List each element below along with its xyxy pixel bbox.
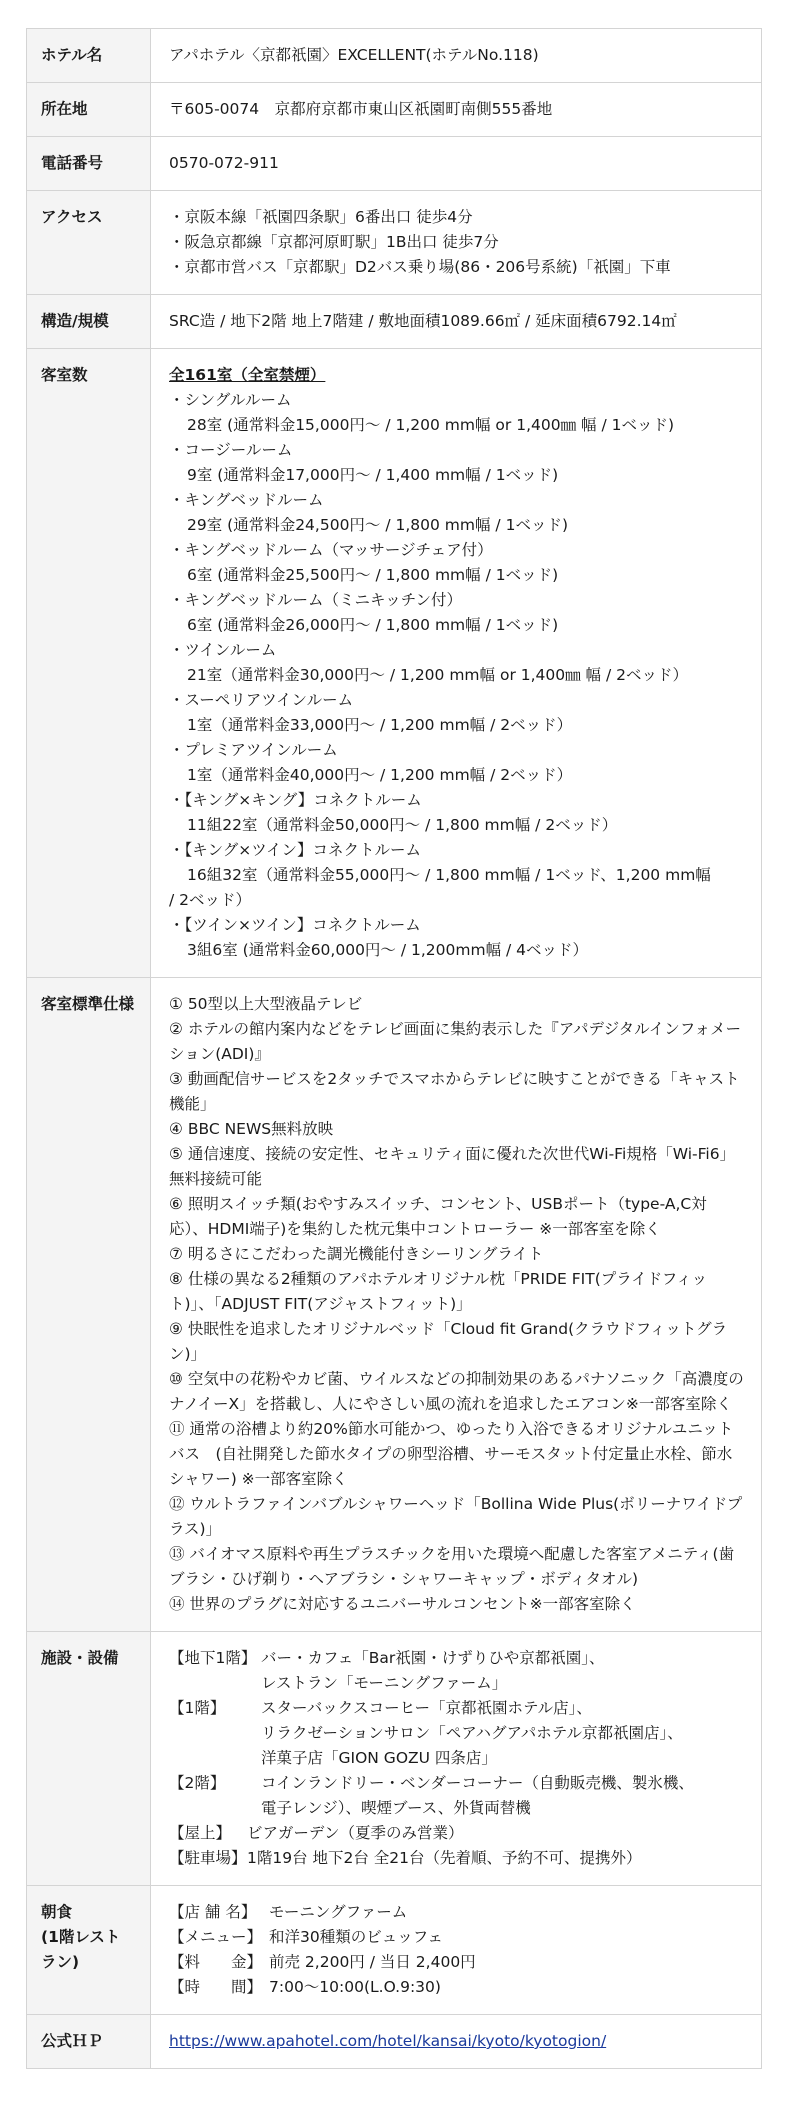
room-detail: 29室 (通常料金24,500円～ / 1,800 mm幅 / 1ベッド) xyxy=(187,516,568,534)
breakfast-entry xyxy=(169,1900,745,1925)
spec-item: ⑧ 仕様の異なる2種類のアパホテルオリジナル枕「PRIDE FIT(プライドフィット)」、「ADJUST FIT(アジャストフィット)」 xyxy=(169,1270,708,1313)
breakfast-entry xyxy=(169,1975,745,2000)
room-detail: 6室 (通常料金25,500円～ / 1,800 mm幅 / 1ベッド) xyxy=(187,566,559,584)
row-room-specs xyxy=(27,978,762,1632)
label-access: アクセス xyxy=(27,191,151,295)
facility-desc xyxy=(247,1846,745,1871)
room-type: ・プレミアツインルーム xyxy=(169,741,338,759)
value-phone: 0570-072-911 xyxy=(151,137,762,191)
label-hotel-name: ホテル名 xyxy=(27,29,151,83)
facility-entry xyxy=(169,1771,745,1821)
spec-item: ⑬ バイオマス原料や再生プラスチックを用いた環境へ配慮した客室アメニティ(歯ブラシ・ひげ剃り・ヘアブラシ・シャワーキャップ・ボディタオル) xyxy=(169,1545,735,1588)
value-facilities xyxy=(151,1632,762,1886)
spec-item: ⑤ 通信速度、接続の安定性、セキュリティ面に優れた次世代Wi-Fi規格「Wi-Fi6」無料接続可能 xyxy=(169,1145,736,1188)
breakfast-value: 7:00～10:00(L.O.9:30) xyxy=(269,1978,441,1996)
hotel-info-table xyxy=(26,28,762,2069)
value-room-specs xyxy=(151,978,762,1632)
room-detail-cont: / 2ベッド） xyxy=(169,891,252,909)
breakfast-value: 和洋30種類のビュッフェ xyxy=(269,1928,443,1946)
label-address: 所在地 xyxy=(27,83,151,137)
room-type: ・スーペリアツインルーム xyxy=(169,691,354,709)
facility-line: レストラン「モーニングファーム」 xyxy=(261,1674,508,1692)
room-type: ・【キング×ツイン】コネクトルーム xyxy=(169,841,421,859)
spec-item: ⑭ 世界のプラグに対応するユニバーサルコンセント※一部客室除く xyxy=(169,1595,636,1613)
facility-desc xyxy=(261,1646,745,1696)
room-detail: 28室 (通常料金15,000円～ / 1,200 mm幅 or 1,400㎜ 幅 / 1ベッド) xyxy=(187,416,675,434)
breakfast-key: 【料 金】 xyxy=(169,1953,263,1971)
spec-item: ⑨ 快眠性を追求したオリジナルベッド「Cloud fit Grand(クラウドフィットグラン)」 xyxy=(169,1320,728,1363)
room-detail: 9室 (通常料金17,000円～ / 1,400 mm幅 / 1ベッド) xyxy=(187,466,559,484)
breakfast-label-line: (1階レスト xyxy=(41,1928,121,1946)
room-type: ・キングベッドルーム（ミニキッチン付） xyxy=(169,591,462,609)
room-type: ・キングベッドルーム（マッサージチェア付） xyxy=(169,541,493,559)
room-detail: 3組6室 (通常料金60,000円～ / 1,200mm幅 / 4ベッド） xyxy=(187,941,589,959)
facility-line: リラクゼーションサロン「ペアハグアパホテル京都祇園店」、 xyxy=(261,1724,683,1742)
row-phone xyxy=(27,137,762,191)
label-rooms: 客室数 xyxy=(27,349,151,978)
access-line: ・京都市営バス「京都駅」D2バス乗り場(86・206号系統)「祇園」下車 xyxy=(169,258,671,276)
facility-line: スターバックスコーヒー「京都祇園ホテル店」、 xyxy=(261,1699,592,1717)
value-website xyxy=(151,2015,762,2069)
spec-item: ① 50型以上大型液晶テレビ xyxy=(169,995,363,1013)
spec-item: ⑫ ウルトラファインバブルシャワーヘッド「Bollina Wide Plus(ボリーナワイドプラス)」 xyxy=(169,1495,743,1538)
breakfast-value: 前売 2,200円 / 当日 2,400円 xyxy=(269,1953,476,1971)
breakfast-entry xyxy=(169,1925,745,1950)
access-line: ・京阪本線「祇園四条駅」6番出口 徒歩4分 xyxy=(169,208,473,226)
room-detail: 1室（通常料金40,000円～ / 1,200 mm幅 / 2ベッド） xyxy=(187,766,573,784)
facility-entry xyxy=(169,1846,745,1871)
facility-entry xyxy=(169,1646,745,1696)
breakfast-key: 【時 間】 xyxy=(169,1978,263,1996)
row-address xyxy=(27,83,762,137)
row-hotel-name xyxy=(27,29,762,83)
room-type: ・【キング×キング】コネクトルーム xyxy=(169,791,422,809)
row-website xyxy=(27,2015,762,2069)
room-detail: 6室 (通常料金26,000円～ / 1,800 mm幅 / 1ベッド) xyxy=(187,616,559,634)
room-type: ・シングルルーム xyxy=(169,391,292,409)
spec-item: ⑪ 通常の浴槽より約20%節水可能かつ、ゆったり入浴できるオリジナルユニットバス (自社開発した節水タイプの卵型浴槽、サーモスタット付定量止水栓、節水シャワー) ※一部客室除く xyxy=(169,1420,734,1488)
spec-item: ⑥ 照明スイッチ類(おやすみスイッチ、コンセント、USBポート（type-A,C対応）、HDMI端子)を集約した枕元集中コントローラー ※一部客室を除く xyxy=(169,1195,707,1238)
breakfast-label-line: ラン) xyxy=(41,1953,80,1971)
facility-line: ビアガーデン（夏季のみ営業） xyxy=(247,1824,464,1842)
facility-floor: 【地下1階】 xyxy=(169,1649,257,1667)
facility-desc xyxy=(261,1696,745,1771)
access-line: ・阪急京都線「京都河原町駅」1B出口 徒歩7分 xyxy=(169,233,499,251)
label-room-specs: 客室標準仕様 xyxy=(27,978,151,1632)
facility-desc xyxy=(261,1771,745,1821)
value-rooms xyxy=(151,349,762,978)
row-facilities xyxy=(27,1632,762,1886)
spec-item: ④ BBC NEWS無料放映 xyxy=(169,1120,334,1138)
label-structure: 構造/規模 xyxy=(27,295,151,349)
facility-floor: 【駐車場】 xyxy=(169,1849,247,1867)
label-website: 公式ＨＰ xyxy=(27,2015,151,2069)
row-access xyxy=(27,191,762,295)
breakfast-label-line: 朝食 xyxy=(41,1903,73,1921)
room-type: ・ツインルーム xyxy=(169,641,277,659)
rooms-total: 全161室（全室禁煙） xyxy=(169,366,326,384)
facility-line: 1階19台 地下2台 全21台（先着順、予約不可、提携外） xyxy=(247,1849,642,1867)
breakfast-key: 【店 舗 名】 xyxy=(169,1903,257,1921)
row-structure xyxy=(27,295,762,349)
room-type: ・キングベッドルーム xyxy=(169,491,324,509)
spec-item: ⑦ 明るさにこだわった調光機能付きシーリングライト xyxy=(169,1245,544,1263)
facility-entry xyxy=(169,1696,745,1771)
facility-floor: 【屋上】 xyxy=(169,1824,232,1842)
room-type: ・【ツイン×ツイン】コネクトルーム xyxy=(169,916,421,934)
value-address: 〒605-0074 京都府京都市東山区祇園町南側555番地 xyxy=(151,83,762,137)
value-breakfast xyxy=(151,1886,762,2015)
label-phone: 電話番号 xyxy=(27,137,151,191)
official-website-link[interactable]: https://www.apahotel.com/hotel/kansai/kyoto/kyotogion/ xyxy=(169,2032,607,2050)
room-type: ・コージールーム xyxy=(169,441,293,459)
room-detail: 16組32室（通常料金55,000円～ / 1,800 mm幅 / 1ベッド、1,200 mm幅 xyxy=(187,866,711,884)
facility-desc xyxy=(247,1821,745,1846)
row-breakfast xyxy=(27,1886,762,2015)
room-detail: 1室（通常料金33,000円～ / 1,200 mm幅 / 2ベッド） xyxy=(187,716,573,734)
breakfast-entry xyxy=(169,1950,745,1975)
value-structure: SRC造 / 地下2階 地上7階建 / 敷地面積1089.66㎡ / 延床面積6792.14㎡ xyxy=(151,295,762,349)
row-rooms xyxy=(27,349,762,978)
label-breakfast xyxy=(27,1886,151,2015)
facility-floor: 【1階】 xyxy=(169,1699,226,1717)
room-detail: 11組22室（通常料金50,000円～ / 1,800 mm幅 / 2ベッド） xyxy=(187,816,618,834)
breakfast-value: モーニングファーム xyxy=(269,1903,408,1921)
facility-line: 洋菓子店「GION GOZU 四条店」 xyxy=(261,1749,497,1767)
facility-line: コインランドリー・ベンダーコーナー（自動販売機、製氷機、 xyxy=(261,1774,694,1792)
facility-entry xyxy=(169,1821,745,1846)
value-access xyxy=(151,191,762,295)
facility-line: 電子レンジ）、喫煙ブース、外貨両替機 xyxy=(261,1799,531,1817)
facility-floor: 【2階】 xyxy=(169,1774,226,1792)
facility-line: バー・カフェ「Bar祇園・けずりひや京都祇園」、 xyxy=(261,1649,605,1667)
value-hotel-name: アパホテル〈京都祇園〉EXCELLENT(ホテルNo.118) xyxy=(151,29,762,83)
spec-item: ③ 動画配信サービスを2タッチでスマホからテレビに映すことができる「キャスト機能」 xyxy=(169,1070,740,1113)
label-facilities: 施設・設備 xyxy=(27,1632,151,1886)
breakfast-key: 【メニュー】 xyxy=(169,1928,263,1946)
spec-item: ② ホテルの館内案内などをテレビ画面に集約表示した『アパデジタルインフォメーション(ADI)』 xyxy=(169,1020,742,1063)
room-detail: 21室（通常料金30,000円～ / 1,200 mm幅 or 1,400㎜ 幅 / 2ベッド） xyxy=(187,666,688,684)
spec-item: ⑩ 空気中の花粉やカビ菌、ウイルスなどの抑制効果のあるパナソニック「高濃度のナノイーX」を搭載し、人にやさしい風の流れを追求したエアコン※一部客室除く xyxy=(169,1370,744,1413)
